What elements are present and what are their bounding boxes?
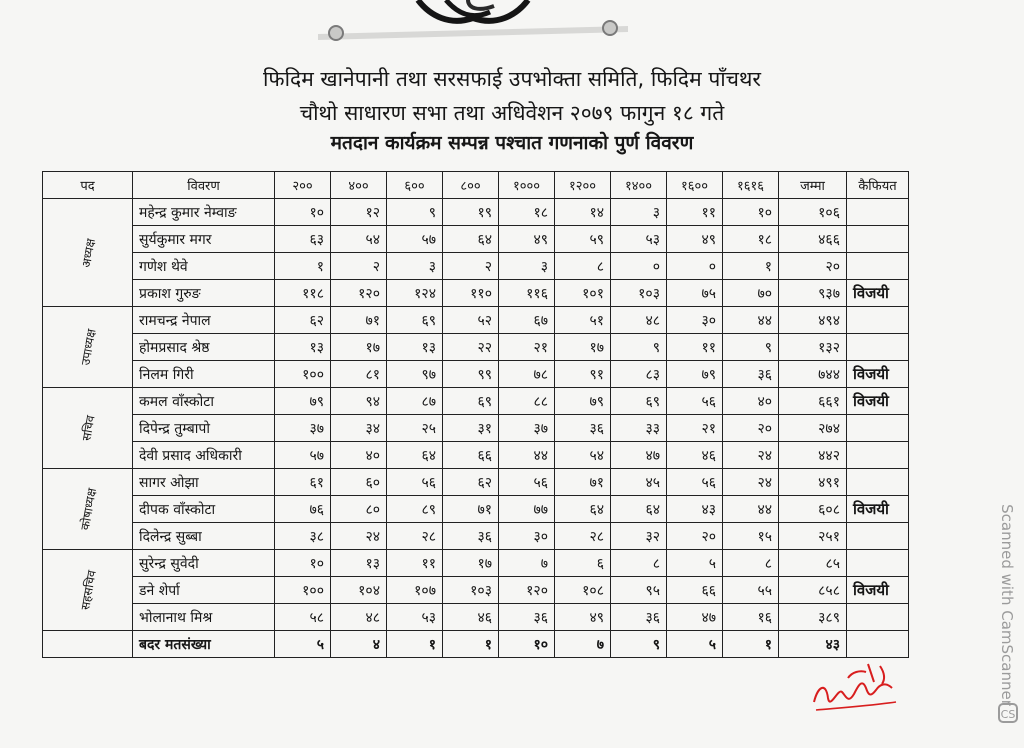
remark-cell	[847, 523, 909, 550]
vote-count: २४	[331, 523, 387, 550]
vote-count: ८१	[331, 361, 387, 388]
vote-count: ४९	[667, 226, 723, 253]
candidate-row	[43, 415, 909, 442]
invalid-total: ४३	[779, 631, 847, 658]
post-cell	[43, 199, 133, 307]
vote-count: ३६	[611, 604, 667, 631]
remark-cell	[847, 415, 909, 442]
vote-count: ६४	[555, 496, 611, 523]
candidate-name: दिलेन्द्र सुब्बा	[133, 523, 275, 550]
candidate-name: गणेश थेवे	[133, 253, 275, 280]
vote-count: ३	[611, 199, 667, 226]
vote-total: ८५८	[779, 577, 847, 604]
vote-count: २१	[667, 415, 723, 442]
vote-count: ३३	[611, 415, 667, 442]
vote-count: ११	[387, 550, 443, 577]
vote-count: ६४	[611, 496, 667, 523]
remark-cell: विजयी	[847, 388, 909, 415]
vote-count: ५२	[443, 307, 499, 334]
vote-count: १७	[331, 334, 387, 361]
vote-count: ५६	[667, 469, 723, 496]
post-label: सचिव	[78, 414, 98, 442]
invalid-count: १	[387, 631, 443, 658]
vote-count: २१	[499, 334, 555, 361]
vote-count: २	[443, 253, 499, 280]
vote-count: ५९	[555, 226, 611, 253]
vote-count: ४९	[555, 604, 611, 631]
vote-count: ५३	[611, 226, 667, 253]
header-count: १२००	[555, 172, 611, 199]
vote-count: १८	[723, 226, 779, 253]
post-label: उपाध्यक्ष	[77, 327, 99, 367]
vote-count: ६६	[443, 442, 499, 469]
vote-count: ५४	[331, 226, 387, 253]
vote-count: १६	[723, 604, 779, 631]
vote-count: १३	[275, 334, 331, 361]
vote-count: ३	[499, 253, 555, 280]
candidate-row	[43, 253, 909, 280]
candidate-name: सागर ओझा	[133, 469, 275, 496]
candidate-row	[43, 469, 909, 496]
vote-count: ११०	[443, 280, 499, 307]
vote-count: १०	[275, 199, 331, 226]
invalid-count: ९	[611, 631, 667, 658]
vote-count: ०	[611, 253, 667, 280]
remark-cell	[847, 469, 909, 496]
header-count: १४००	[611, 172, 667, 199]
post-cell	[43, 469, 133, 550]
binding-cord	[318, 0, 628, 42]
vote-count: ११	[667, 199, 723, 226]
header-count: २००	[275, 172, 331, 199]
vote-count: ७९	[275, 388, 331, 415]
header-name: विवरण	[133, 172, 275, 199]
vote-count: १०७	[387, 577, 443, 604]
vote-count: १०१	[555, 280, 611, 307]
vote-count: ६४	[387, 442, 443, 469]
vote-count: २८	[387, 523, 443, 550]
vote-count: ७१	[555, 469, 611, 496]
vote-count: ६२	[275, 307, 331, 334]
post-label: सहसचिव	[77, 569, 99, 611]
vote-count: ६७	[499, 307, 555, 334]
remark-cell: विजयी	[847, 361, 909, 388]
header-total: जम्मा	[779, 172, 847, 199]
camscanner-logo-icon	[997, 702, 1024, 736]
vote-count: १३	[331, 550, 387, 577]
vote-count: २	[331, 253, 387, 280]
vote-count: १०८	[555, 577, 611, 604]
vote-count: ८	[723, 550, 779, 577]
table-header-row	[43, 172, 909, 199]
vote-count: ५३	[387, 604, 443, 631]
vote-count: ६२	[443, 469, 499, 496]
vote-count: ४९	[499, 226, 555, 253]
vote-count: ५६	[667, 388, 723, 415]
candidate-row	[43, 388, 909, 415]
vote-count: ५५	[723, 577, 779, 604]
vote-count: ४७	[667, 604, 723, 631]
vote-count: ८९	[387, 496, 443, 523]
vote-total: ७४४	[779, 361, 847, 388]
vote-count: ७८	[499, 361, 555, 388]
remark-cell: विजयी	[847, 496, 909, 523]
candidate-name: डने शेर्पा	[133, 577, 275, 604]
vote-count: ४८	[611, 307, 667, 334]
vote-count: ६९	[387, 307, 443, 334]
invalid-count: १०	[499, 631, 555, 658]
invalid-count: ५	[275, 631, 331, 658]
vote-count: ५७	[275, 442, 331, 469]
vote-count: १०४	[331, 577, 387, 604]
remark-cell	[847, 199, 909, 226]
remark-cell	[847, 631, 909, 658]
candidate-row	[43, 550, 909, 577]
vote-count: ९	[723, 334, 779, 361]
invalid-count: १	[443, 631, 499, 658]
remark-cell	[847, 442, 909, 469]
vote-count: १०३	[443, 577, 499, 604]
candidate-name: सुरेन्द्र सुवेदी	[133, 550, 275, 577]
vote-count: २०	[723, 415, 779, 442]
vote-count: १९	[443, 199, 499, 226]
vote-count: १२४	[387, 280, 443, 307]
vote-count: ३६	[555, 415, 611, 442]
vote-count: ६४	[443, 226, 499, 253]
candidate-name: दिपेन्द्र तुम्बापो	[133, 415, 275, 442]
vote-total: ३८९	[779, 604, 847, 631]
vote-count: ७९	[667, 361, 723, 388]
vote-count: १००	[275, 361, 331, 388]
header-post: पद	[43, 172, 133, 199]
header-remark: कैफियत	[847, 172, 909, 199]
candidate-row	[43, 577, 909, 604]
vote-count: ४०	[723, 388, 779, 415]
post-cell	[43, 550, 133, 631]
candidate-row	[43, 199, 909, 226]
remark-cell	[847, 226, 909, 253]
vote-count: ४४	[723, 496, 779, 523]
header-count: ८००	[443, 172, 499, 199]
vote-total: १३२	[779, 334, 847, 361]
vote-count: ७७	[499, 496, 555, 523]
vote-count: ३७	[275, 415, 331, 442]
vote-total: २०	[779, 253, 847, 280]
vote-count: ७	[499, 550, 555, 577]
vote-count: ३६	[443, 523, 499, 550]
vote-count: १४	[555, 199, 611, 226]
vote-count: २२	[443, 334, 499, 361]
vote-count: ६९	[611, 388, 667, 415]
candidate-row	[43, 523, 909, 550]
vote-count: ५६	[387, 469, 443, 496]
vote-total: ६६१	[779, 388, 847, 415]
vote-count: ३४	[331, 415, 387, 442]
vote-count: १०३	[611, 280, 667, 307]
vote-count: २८	[555, 523, 611, 550]
candidate-row	[43, 280, 909, 307]
remark-cell	[847, 334, 909, 361]
candidate-row	[43, 334, 909, 361]
vote-count: ४६	[667, 442, 723, 469]
vote-count: ५६	[499, 469, 555, 496]
invalid-votes-row	[43, 631, 909, 658]
vote-count: ३६	[723, 361, 779, 388]
vote-count: ३२	[611, 523, 667, 550]
vote-count: ६६	[667, 577, 723, 604]
vote-count: ११	[667, 334, 723, 361]
vote-count: ९७	[387, 361, 443, 388]
candidate-name: रामचन्द्र नेपाल	[133, 307, 275, 334]
vote-count: ३०	[667, 307, 723, 334]
vote-total: ८५	[779, 550, 847, 577]
candidate-name: महेन्द्र कुमार नेम्वाङ	[133, 199, 275, 226]
vote-count: ३	[387, 253, 443, 280]
vote-total: ४९१	[779, 469, 847, 496]
candidate-name: देवी प्रसाद अधिकारी	[133, 442, 275, 469]
vote-count: १२०	[331, 280, 387, 307]
vote-count: १७	[555, 334, 611, 361]
vote-count: २४	[723, 442, 779, 469]
header-count: ४००	[331, 172, 387, 199]
vote-count: ४४	[723, 307, 779, 334]
vote-count: २५	[387, 415, 443, 442]
remark-cell	[847, 604, 909, 631]
vote-total: १०६	[779, 199, 847, 226]
header-count: १६००	[667, 172, 723, 199]
candidate-name: प्रकाश गुरुङ	[133, 280, 275, 307]
vote-total: २७४	[779, 415, 847, 442]
vote-count: ६	[555, 550, 611, 577]
candidate-row	[43, 361, 909, 388]
table-heading: मतदान कार्यक्रम सम्पन्न पश्चात गणनाको पुर्ण विवरण	[330, 132, 694, 154]
vote-count: ३१	[443, 415, 499, 442]
header-count: १६१६	[723, 172, 779, 199]
vote-count: ६९	[443, 388, 499, 415]
vote-count: ४४	[499, 442, 555, 469]
invalid-count: ४	[331, 631, 387, 658]
vote-count: १७	[443, 550, 499, 577]
vote-count: ६१	[275, 469, 331, 496]
vote-count: २४	[723, 469, 779, 496]
candidate-name: दीपक वाँस्कोटा	[133, 496, 275, 523]
remark-cell	[847, 307, 909, 334]
header-count: १०००	[499, 172, 555, 199]
vote-count: १५	[723, 523, 779, 550]
vote-count: ८८	[499, 388, 555, 415]
vote-count: १	[723, 253, 779, 280]
header-count: ६००	[387, 172, 443, 199]
candidate-row	[43, 604, 909, 631]
vote-count: ४३	[667, 496, 723, 523]
remark-cell	[847, 550, 909, 577]
vote-count: ९	[611, 334, 667, 361]
vote-count: २०	[667, 523, 723, 550]
vote-count: १३	[387, 334, 443, 361]
vote-count: ११८	[275, 280, 331, 307]
vote-count: ०	[667, 253, 723, 280]
post-cell	[43, 388, 133, 469]
vote-total: ४६६	[779, 226, 847, 253]
post-label: अध्यक्ष	[78, 236, 98, 269]
vote-count: ९५	[611, 577, 667, 604]
vote-count: ४८	[331, 604, 387, 631]
vote-count: ५७	[387, 226, 443, 253]
vote-count: ४६	[443, 604, 499, 631]
vote-count: ३७	[499, 415, 555, 442]
remark-cell: विजयी	[847, 280, 909, 307]
vote-count: ५	[667, 550, 723, 577]
vote-count: ३८	[275, 523, 331, 550]
vote-count: ७१	[443, 496, 499, 523]
vote-count: ७०	[723, 280, 779, 307]
document-header	[0, 64, 1024, 156]
vote-count: १०	[275, 550, 331, 577]
vote-count: १२०	[499, 577, 555, 604]
vote-count: ९९	[443, 361, 499, 388]
candidate-name: निलम गिरी	[133, 361, 275, 388]
remark-cell	[847, 253, 909, 280]
post-cell	[43, 307, 133, 388]
candidate-row	[43, 496, 909, 523]
invalid-count: ७	[555, 631, 611, 658]
svg-text:CS: CS	[1000, 708, 1016, 721]
vote-count: ४७	[611, 442, 667, 469]
vote-count: ४०	[331, 442, 387, 469]
candidate-name: सुर्यकुमार मगर	[133, 226, 275, 253]
vote-count: ६३	[275, 226, 331, 253]
vote-count: ३०	[499, 523, 555, 550]
remark-cell: विजयी	[847, 577, 909, 604]
candidate-row	[43, 307, 909, 334]
vote-count: ८	[555, 253, 611, 280]
vote-count: १२	[331, 199, 387, 226]
vote-count: ९१	[555, 361, 611, 388]
vote-total: ९३७	[779, 280, 847, 307]
vote-count: ७१	[331, 307, 387, 334]
invalid-count: ५	[667, 631, 723, 658]
candidate-name: होमप्रसाद श्रेष्ठ	[133, 334, 275, 361]
vote-count: ११६	[499, 280, 555, 307]
vote-total: २५१	[779, 523, 847, 550]
vote-count-table	[42, 171, 909, 658]
vote-count: ८७	[387, 388, 443, 415]
vote-count: ५४	[555, 442, 611, 469]
vote-count: ७५	[667, 280, 723, 307]
vote-count: ७६	[275, 496, 331, 523]
candidate-row	[43, 226, 909, 253]
vote-count: ६०	[331, 469, 387, 496]
vote-count: ९४	[331, 388, 387, 415]
vote-count: १०	[723, 199, 779, 226]
vote-count: १००	[275, 577, 331, 604]
camscanner-watermark	[990, 470, 1024, 740]
vote-count: १	[275, 253, 331, 280]
meeting-title: चौथो साधारण सभा तथा अधिवेशन २०७९ फागुन १८ गते	[299, 101, 725, 125]
candidate-name: भोलानाथ मिश्र	[133, 604, 275, 631]
invalid-count: १	[723, 631, 779, 658]
vote-total: ४९४	[779, 307, 847, 334]
vote-count: ५८	[275, 604, 331, 631]
post-label: कोषाध्यक्ष	[77, 486, 99, 532]
invalid-votes-label: बदर मतसंख्या	[133, 631, 275, 658]
vote-total: ४४२	[779, 442, 847, 469]
vote-count: ९	[387, 199, 443, 226]
watermark-text: Scanned with CamScanner	[998, 504, 1016, 706]
vote-count: ८	[611, 550, 667, 577]
vote-count: ८३	[611, 361, 667, 388]
vote-count: ३६	[499, 604, 555, 631]
vote-total: ६०८	[779, 496, 847, 523]
candidate-name: कमल वाँस्कोटा	[133, 388, 275, 415]
blank-cell	[43, 631, 133, 658]
candidate-row	[43, 442, 909, 469]
vote-count: ५१	[555, 307, 611, 334]
vote-count: ७९	[555, 388, 611, 415]
vote-count: १८	[499, 199, 555, 226]
committee-name: फिदिम खानेपानी तथा सरसफाई उपभोक्ता समिति, फिदिम पाँचथर	[262, 67, 762, 91]
signature-mark	[808, 658, 904, 722]
vote-count: ८०	[331, 496, 387, 523]
vote-count: ४५	[611, 469, 667, 496]
